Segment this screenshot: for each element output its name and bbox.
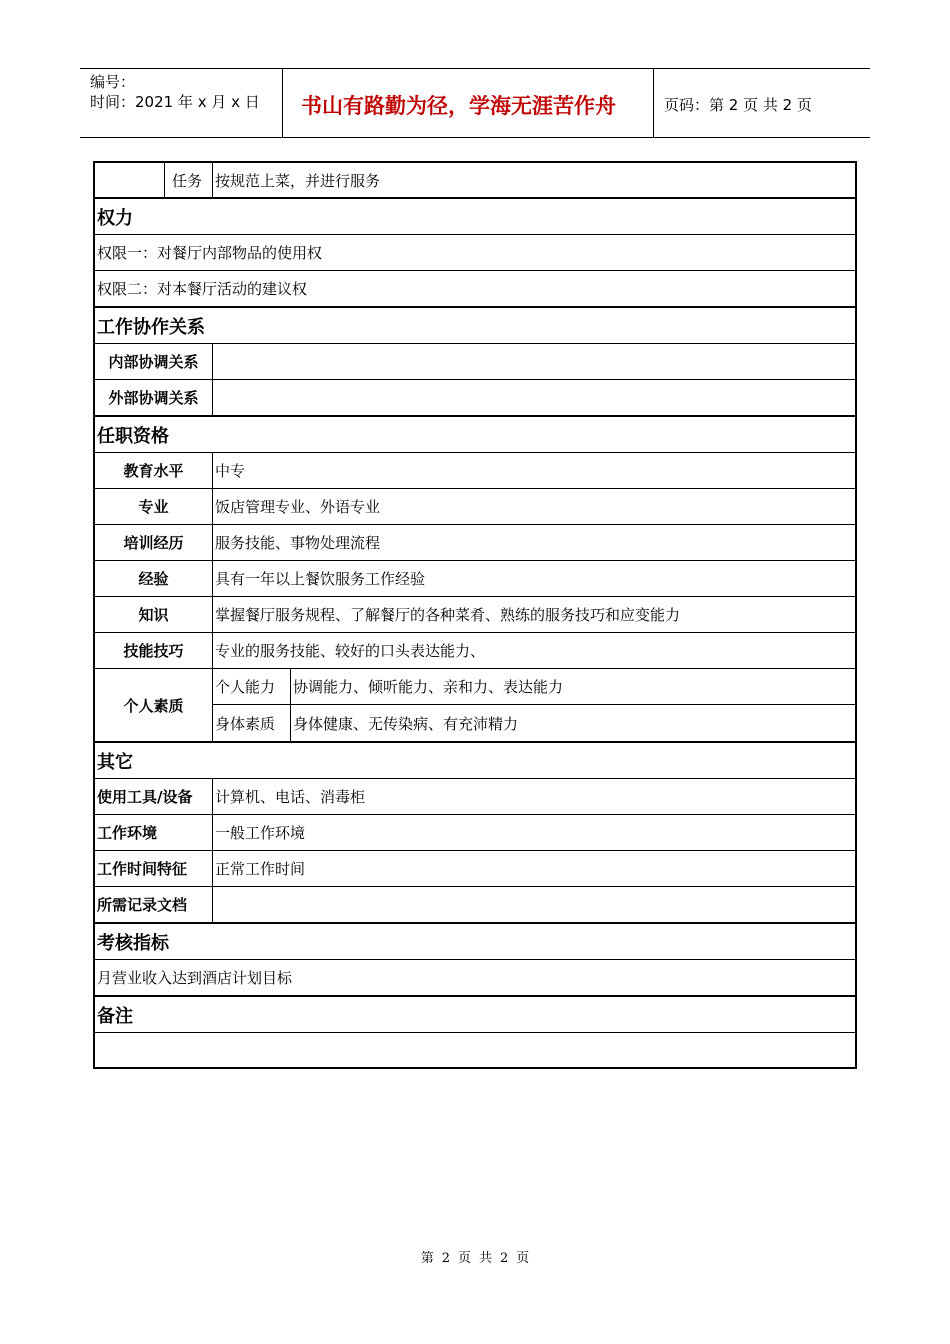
- qualification-row: [95, 525, 855, 561]
- other-row: [95, 887, 855, 924]
- power-section-row: [95, 199, 855, 235]
- other-row: [95, 815, 855, 851]
- header-page-cell: [654, 69, 870, 137]
- document-date: 时间：2021 年 x 月 x 日: [90, 93, 260, 111]
- task-row: [95, 163, 855, 199]
- footer-page-prefix: 第: [420, 1251, 434, 1266]
- page-header: [80, 68, 870, 138]
- personal-ability-row: [213, 669, 855, 705]
- header-meta: [80, 69, 283, 137]
- document-number-label: 编号：: [90, 73, 136, 91]
- qualification-row: [95, 561, 855, 597]
- personal-quality-row: [95, 669, 855, 743]
- page-footer: [0, 1247, 950, 1266]
- physical-quality-row: [213, 705, 855, 741]
- header-motto-cell: [283, 69, 654, 137]
- personal-ability-label: 个人能力: [215, 678, 276, 696]
- footer-total-unit: 页: [516, 1251, 530, 1266]
- personal-quality-label: 个人素质: [123, 696, 184, 715]
- job-description-table: [93, 161, 857, 1069]
- other-title: 其它: [97, 751, 133, 773]
- qualification-row: [95, 489, 855, 525]
- training-label: 培训经历: [123, 534, 184, 552]
- personal-quality-subtable: [212, 669, 855, 741]
- personal-ability-value: 协调能力、倾听能力、亲和力、表达能力: [290, 669, 855, 704]
- task-value: 按规范上菜，并进行服务: [212, 163, 855, 197]
- task-label: 任务: [172, 171, 203, 190]
- external-relations-row: [95, 380, 855, 417]
- external-relations-label: 外部协调关系: [108, 389, 199, 407]
- motto: 书山有路勤为径，学海无涯苦作舟: [301, 93, 616, 118]
- education-value: 中专: [212, 453, 855, 488]
- documents-value: [212, 887, 855, 922]
- major-label: 专业: [138, 498, 169, 516]
- experience-value: 具有一年以上餐饮服务工作经验: [212, 561, 855, 596]
- footer-total-number: 2: [500, 1251, 509, 1266]
- other-row: [95, 779, 855, 815]
- tools-label: 使用工具/设备: [97, 788, 193, 806]
- environment-value: 一般工作环境: [212, 815, 855, 850]
- internal-relations-row: [95, 344, 855, 380]
- qualification-row: [95, 633, 855, 669]
- power-item-1: 权限一：对餐厅内部物品的使用权: [97, 244, 323, 262]
- task-divider: [164, 163, 165, 197]
- assessment-value: 月营业收入达到酒店计划目标: [97, 969, 293, 987]
- tools-value: 计算机、电话、消毒柜: [212, 779, 855, 814]
- environment-label: 工作环境: [97, 824, 158, 842]
- qualification-section-row: [95, 417, 855, 453]
- internal-relations-label: 内部协调关系: [108, 353, 199, 371]
- footer-total-prefix: 共: [479, 1251, 493, 1266]
- education-label: 教育水平: [123, 462, 184, 480]
- work-time-label: 工作时间特征: [97, 860, 188, 878]
- assessment-title: 考核指标: [97, 932, 169, 954]
- footer-page-number: 2: [441, 1251, 450, 1266]
- documents-label: 所需记录文档: [97, 896, 188, 914]
- remarks-value: [95, 1033, 855, 1067]
- remarks-value-row: [95, 1033, 855, 1067]
- relations-section-row: [95, 308, 855, 344]
- task-label-cell: [164, 163, 212, 197]
- remarks-title: 备注: [97, 1005, 133, 1027]
- training-value: 服务技能、事物处理流程: [212, 525, 855, 560]
- relations-title: 工作协作关系: [97, 316, 205, 338]
- external-relations-value: [212, 380, 855, 415]
- qualification-title: 任职资格: [97, 425, 169, 447]
- physical-quality-value: 身体健康、无传染病、有充沛精力: [290, 705, 855, 741]
- power-title: 权力: [97, 207, 133, 229]
- power-item-2: 权限二：对本餐厅活动的建议权: [97, 280, 308, 298]
- qualification-row: [95, 597, 855, 633]
- knowledge-value: 掌握餐厅服务规程、了解餐厅的各种菜肴、熟练的服务技巧和应变能力: [212, 597, 855, 632]
- skills-label: 技能技巧: [123, 642, 184, 660]
- power-item-row: [95, 271, 855, 308]
- assessment-value-row: [95, 960, 855, 997]
- work-time-value: 正常工作时间: [212, 851, 855, 886]
- power-item-row: [95, 235, 855, 271]
- other-section-row: [95, 743, 855, 779]
- major-value: 饭店管理专业、外语专业: [212, 489, 855, 524]
- physical-quality-label: 身体素质: [215, 714, 276, 733]
- qualification-row: [95, 453, 855, 489]
- experience-label: 经验: [138, 570, 169, 588]
- assessment-section-row: [95, 924, 855, 960]
- remarks-section-row: [95, 997, 855, 1033]
- knowledge-label: 知识: [138, 606, 169, 624]
- internal-relations-value: [212, 344, 855, 379]
- other-row: [95, 851, 855, 887]
- skills-value: 专业的服务技能、较好的口头表达能力、: [212, 633, 855, 668]
- page-info: 页码：第 2 页 共 2 页: [664, 96, 812, 114]
- footer-page-unit: 页: [457, 1251, 471, 1266]
